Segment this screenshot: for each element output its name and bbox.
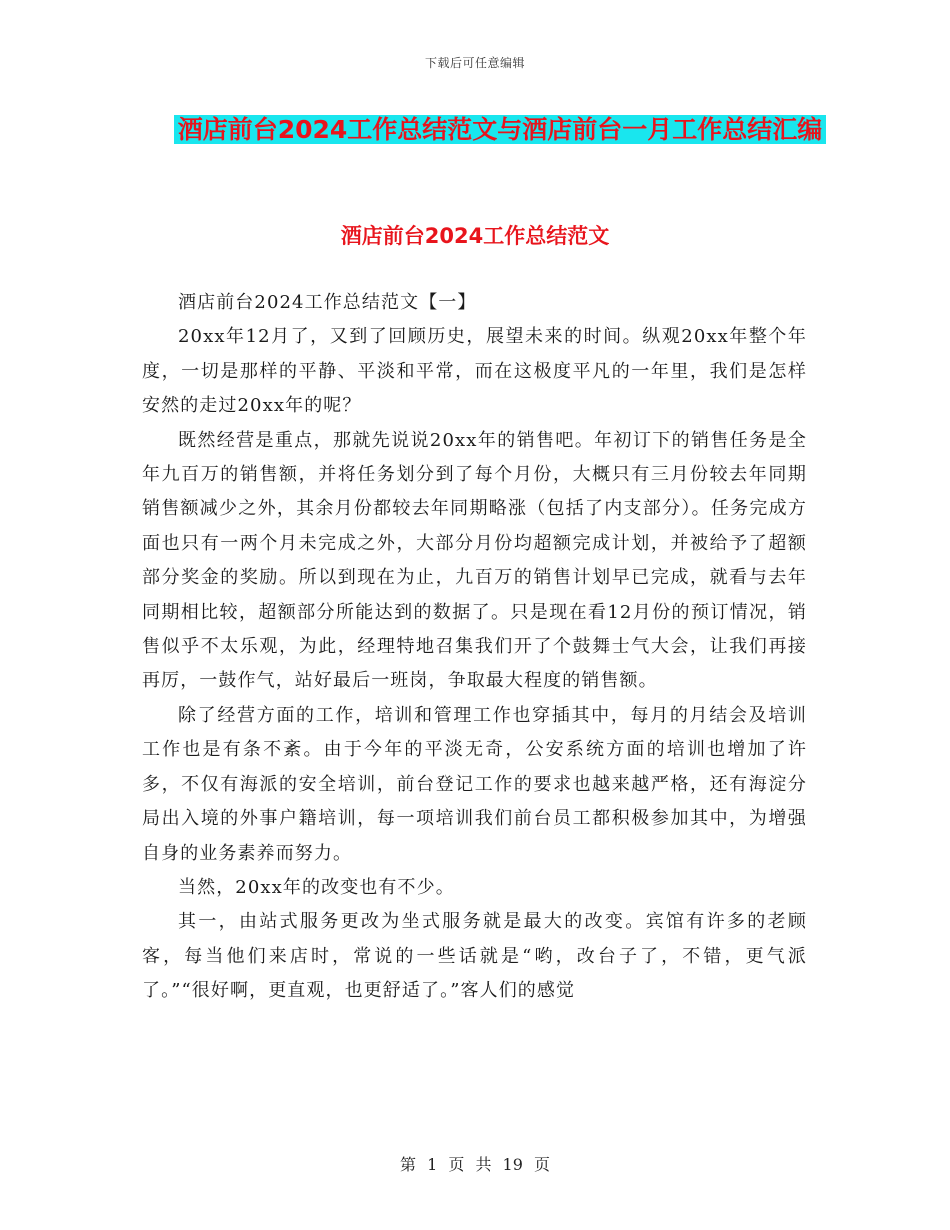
document-title-text: 酒店前台2024工作总结范文与酒店前台一月工作总结汇编 [174, 115, 827, 144]
document-title [140, 108, 860, 152]
header-note: 下载后可任意编辑 [424, 56, 525, 70]
section-title: 酒店前台2024工作总结范文 [340, 224, 610, 248]
paragraph: 既然经营是重点，那就先说说20xx年的销售吧。年初订下的销售任务是全年九百万的销售额，并将任务划分到了每个月份，大概只有三月份较去年同期销售额减少之外，其余月份都较去年同期略涨（包括了内支部分）。任务完成方面也只有一两个月未完成之外，大部分月份均超额完成计划，并被给予了超额部分奖金的奖励。所以到现在为止，九百万的销售计划早已完成，就看与去年同期相比较，超额部分所能达到的数据了。只是现在看12月份的预订情况，销售似乎不太乐观，为此，经理特地召集我们开了个鼓舞士气大会，让我们再接再厉，一鼓作气，站好最后一班岗，争取最大程度的销售额。 [142, 429, 807, 692]
paragraph: 除了经营方面的工作，培训和管理工作也穿插其中，每月的月结会及培训工作也是有条不紊。由于今年的平淡无奇，公安系统方面的培训也增加了许多，不仅有海派的安全培训，前台登记工作的要求也越来越严格，还有海淀分局出入境的外事户籍培训，每一项培训我们前台员工都积极参加其中，为增强自身的业务素养而努力。 [142, 704, 807, 864]
page-indicator: 第 1 页 共 19 页 [400, 1155, 550, 1174]
paragraph: 其一，由站式服务更改为坐式服务就是最大的改变。宾馆有许多的老顾客，每当他们来店时，常说的一些话就是“哟，改台子了，不错，更气派了。”“很好啊，更直观，也更舒适了。”客人们的感觉 [142, 911, 807, 1002]
paragraph: 20xx年12月了，又到了回顾历史，展望未来的时间。纵观20xx年整个年度，一切是那样的平静、平淡和平常，而在这极度平凡的一年里，我们是怎样安然的走过20xx年的呢？ [142, 326, 807, 417]
paragraph: 当然，20xx年的改变也有不少。 [178, 876, 455, 898]
document-body [142, 286, 807, 1009]
paragraph: 酒店前台2024工作总结范文【一】 [178, 292, 477, 313]
